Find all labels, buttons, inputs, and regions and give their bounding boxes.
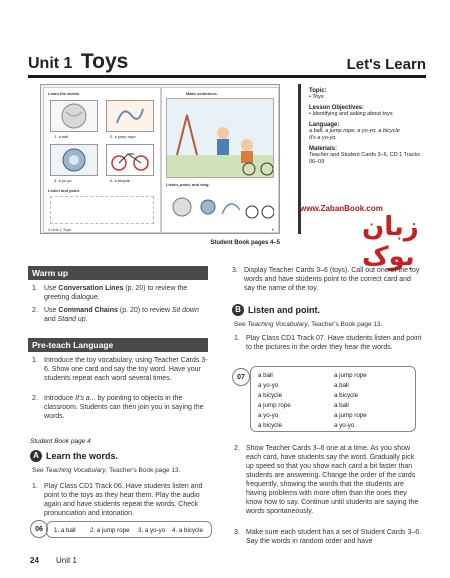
- cd-word: a yo-yo: [258, 412, 279, 419]
- jump-rope-picture: [106, 100, 154, 132]
- topic-heading: Topic:: [309, 88, 327, 94]
- section-a-step-1: 1. Play Class CD1 Track 06. Have students listen and point to the toys as they hear them. Play the audio again and have students repeat the words. Check pronunciation and intonation.: [32, 483, 203, 517]
- item-label: 3. a yo-yo: [54, 178, 72, 183]
- playground-illustration: [166, 98, 274, 178]
- unit-name: Toys: [80, 50, 129, 73]
- student-book-caption: Student Book pages 4–5: [210, 240, 280, 246]
- cd-word: a bicycle: [258, 422, 283, 429]
- student-book-spread: [40, 84, 280, 234]
- page-footer-left: 4 Unit 1 Toys: [48, 227, 72, 232]
- warmup-heading: Warm up: [28, 266, 208, 280]
- learn-words-label: Learn the words.: [48, 91, 81, 96]
- preteach-heading: Pre-teach Language: [28, 338, 208, 352]
- listen-activity-area: [50, 196, 154, 224]
- cd-track-badge-2: 07: [232, 368, 250, 386]
- cd-word: 3. a yo-yo: [138, 527, 166, 534]
- preteach-step-2: 2. Introduce It's a... by pointing to objects in the classroom. Students can then join you in saying the words.: [32, 395, 204, 420]
- yo-yo-picture: [50, 144, 98, 176]
- cd-word: a jump rope: [258, 402, 291, 409]
- section-b-step-1: 1. Play Class CD1 Track 07. Have students listen and point to the pictures in the order they hear the words.: [234, 335, 422, 351]
- section-a-reference: See Teaching Vocabulary, Teacher's Book page 13.: [32, 467, 181, 474]
- objectives-text: • Identifying and asking about toys: [309, 111, 393, 117]
- objectives-heading: Lesson Objectives:: [309, 105, 365, 111]
- make-sentences-label: Make sentences.: [186, 91, 218, 96]
- student-book-page-note: Student Book page 4: [30, 438, 91, 445]
- item-label: 1. a ball: [54, 134, 69, 139]
- section-b-step-3: 3. Make sure each student has a set of Student Cards 3–6. Say the words in random order and have: [234, 529, 422, 545]
- language-text: a ball, a jump rope, a yo-yo, a bicycle: [309, 128, 400, 134]
- toy-row-illustration: [168, 192, 274, 222]
- student-book-page-right: [161, 87, 279, 233]
- page-number: 24: [30, 556, 39, 565]
- language-heading: Language:: [309, 122, 340, 128]
- bicycle-picture: [106, 144, 154, 176]
- section-b-step-2: 2. Show Teacher Cards 3–6 one at a time. As you show each card, have students say the word. Gradually pick up speed so that you show each card a bit faster than students are answering. Change the order of the cards frequently, showing the words that the students are having problems with more often than the ones they know how to say. Continue until students are saying the words spontaneously.: [234, 445, 419, 515]
- cd-word: 1. a ball: [54, 527, 76, 534]
- cd-word: a ball: [334, 402, 349, 409]
- page-header: [28, 44, 426, 78]
- cd-word: a yo-yo: [334, 422, 355, 429]
- listen-point-label: Listen and point.: [48, 188, 80, 193]
- cd-word: a ball: [258, 372, 273, 379]
- page-footer-right: 5: [271, 227, 274, 232]
- cd-word: a ball: [334, 382, 349, 389]
- section-b-title: Listen and point.: [248, 305, 320, 315]
- preteach-step-1: 1. Introduce the toy vocabulary, using Teacher Cards 3-6. Show one card and say the toy word. Have your students repeat each word several times.: [32, 357, 208, 382]
- student-book-page-left: [43, 87, 161, 233]
- cd-word: 2. a jump rope: [90, 527, 130, 534]
- section-a-badge: A: [30, 450, 42, 462]
- cd-track-badge: 06: [30, 520, 48, 538]
- watermark: [300, 202, 432, 272]
- watermark-url: www.ZabanBook.com: [300, 204, 383, 213]
- item-label: 2. a jump rope: [110, 134, 136, 139]
- section-b-reference: See Teaching Vocabulary, Teacher's Book page 13.: [234, 321, 383, 328]
- footer-unit: Unit 1: [56, 556, 77, 565]
- cd-word: a bicycle: [334, 392, 359, 399]
- cd-word: 4. a bicycle: [172, 527, 203, 534]
- cd-word: a bicycle: [258, 392, 283, 399]
- section-a-title: Learn the words.: [46, 451, 119, 461]
- cd-word: a yo-yo: [258, 382, 279, 389]
- materials-text: Teacher and Student Cards 3–6, CD 1 Tracks 06–09: [309, 152, 420, 165]
- unit-label: Unit 1: [28, 55, 73, 72]
- warmup-step-1: 1. Use Conversation Lines (p. 20) to review the greeting dialogue.: [32, 285, 188, 301]
- materials-heading: Materials:: [309, 146, 338, 152]
- section-heading: Let's Learn: [346, 56, 426, 73]
- item-label: 4. a bicycle: [110, 178, 131, 183]
- section-b-badge: B: [232, 304, 244, 316]
- preteach-step-3: 3. Display Teacher Cards 3–6 (toys). Call out one of the toy words and have students point to the correct card and say the name of the toy.: [232, 267, 420, 292]
- ball-picture: [50, 100, 98, 132]
- warmup-step-2: 2. Use Command Chains (p. 20) to review Sit down and Stand up.: [32, 307, 199, 323]
- watermark-logo: زبان بوک: [362, 212, 419, 272]
- unit-title: [28, 50, 128, 74]
- topic-text: • Toys: [309, 94, 324, 100]
- language-text-2: It's a yo-yo.: [309, 135, 337, 141]
- cd-word: a jump rope: [334, 412, 367, 419]
- listen-sing-label: Listen, point, and sing.: [166, 182, 210, 187]
- cd-word: a jump rope: [334, 372, 367, 379]
